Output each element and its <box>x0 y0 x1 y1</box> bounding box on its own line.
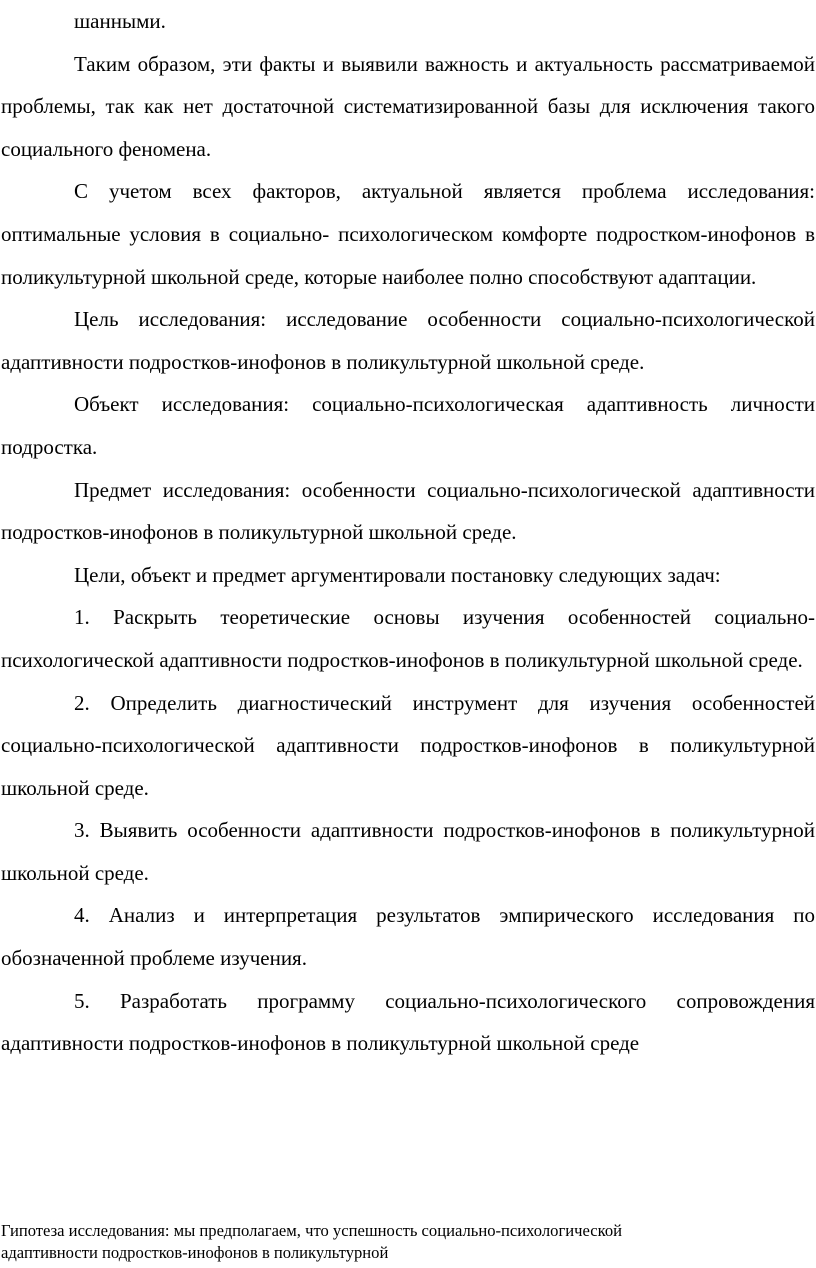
paragraph-tasks-intro: Цели, объект и предмет аргументировали постановку следующих задач: <box>74 562 721 587</box>
list-item-task-2: 2. Определить диагностический инструмент для изучения особенностей социально-психологической адаптивности подростков-инофонов в поликультурной школьной среде. <box>1 690 815 800</box>
list-item-task-3: 3. Выявить особенности адаптивности подростков-инофонов в поликультурной школьной среде. <box>1 818 815 885</box>
hypothesis-note <box>1 1220 815 1264</box>
paragraph-continuation: шанными. <box>74 9 166 33</box>
paragraph-research-problem: С учетом всех факторов, актуальной является проблема исследования: оптимальные условия в социально- психологическом комфорте подростком-инофонов в поликультурной школьной среде, которые наиболее полно способствуют адаптации. <box>1 179 815 289</box>
paragraph-research-subject: Предмет исследования: особенности социально-психологической адаптивности подростков-инофонов в поликультурной школьной среде. <box>1 477 815 545</box>
paragraph-research-object: Объект исследования: социально-психологическая адаптивность личности подростка. <box>1 392 815 459</box>
list-item-task-5: 5. Разработать программу социально-психологического сопровождения адаптивности подростков-инофонов в поликультурной школьной среде <box>1 988 815 1056</box>
hypothesis-note-line: Гипотеза исследования: мы предполагаем, что успешность социально-психологической <box>1 1221 623 1240</box>
document-body <box>1 0 815 1065</box>
paragraph-relevance: Таким образом, эти факты и выявили важность и актуальность рассматриваемой проблемы, так как нет достаточной систематизированной базы для исключения такого социального феномена. <box>1 51 815 161</box>
paragraph-research-goal: Цель исследования: исследование особенности социально-психологической адаптивности подростков-инофонов в поликультурной школьной среде. <box>1 307 815 374</box>
hypothesis-note-line: адаптивности подростков-инофонов в поликультурной <box>1 1243 389 1262</box>
list-item-task-4: 4. Анализ и интерпретация результатов эмпирического исследования по обозначенной проблеме изучения. <box>1 903 815 971</box>
list-item-task-1: 1. Раскрыть теоретические основы изучения особенностей социально-психологической адаптивности подростков-инофонов в поликультурной школьной среде. <box>1 605 815 672</box>
